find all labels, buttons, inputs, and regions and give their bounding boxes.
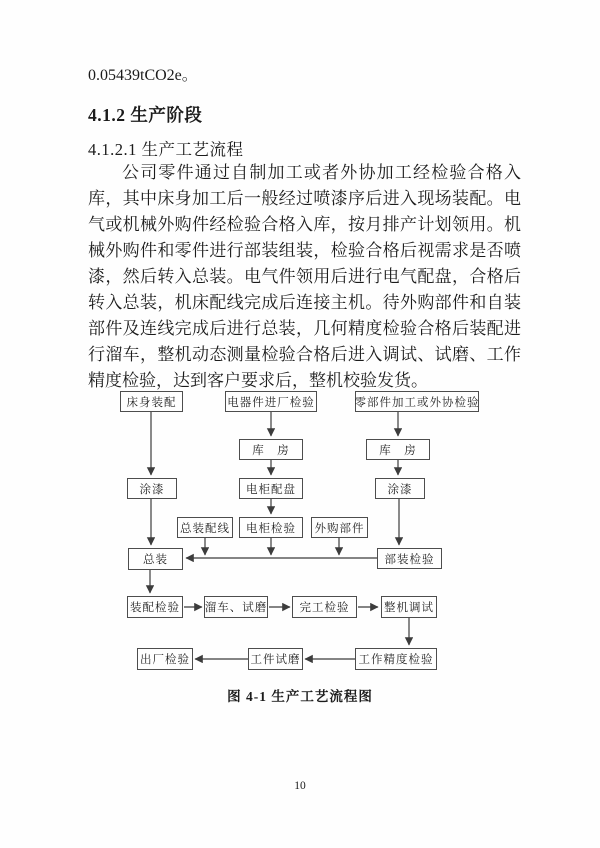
subsection-heading: 4.1.2.1 生产工艺流程	[88, 140, 244, 159]
flow-node-final-assembly: 总装	[128, 548, 183, 570]
flow-node-bed-assembly: 床身装配	[120, 391, 183, 412]
flow-node-cabinet-wiring: 电柜配盘	[239, 478, 303, 499]
flow-node-working-precision-inspection: 工作精度检验	[355, 648, 437, 670]
flow-node-purchased-parts: 外购部件	[311, 517, 368, 538]
section-heading: 4.1.2 生产阶段	[88, 105, 203, 125]
flow-node-machine-commissioning: 整机调试	[381, 596, 437, 618]
flow-node-assembly-wiring: 总装配线	[177, 517, 233, 538]
flow-node-parts-machining-inspection: 零部件加工或外协检验	[355, 391, 479, 412]
flow-node-run-in-trial-grinding: 溜车、试磨	[204, 596, 268, 618]
flow-node-cabinet-inspection: 电柜检验	[239, 517, 303, 538]
flow-node-completion-inspection: 完工检验	[292, 596, 357, 618]
flow-node-electrical-incoming-inspection: 电器件进厂检验	[225, 391, 317, 412]
page-number: 10	[294, 780, 306, 792]
flow-node-painting-left: 涂漆	[127, 478, 177, 499]
flow-node-warehouse-mid: 库 房	[239, 439, 303, 460]
figure-caption: 图 4-1 生产工艺流程图	[227, 689, 373, 704]
carry-over-text: 0.05439tCO2e。	[88, 67, 198, 84]
flow-node-warehouse-right: 库 房	[366, 439, 430, 460]
flow-node-painting-right: 涂漆	[375, 478, 425, 499]
flow-node-outgoing-inspection: 出厂检验	[137, 648, 193, 670]
body-paragraph: 公司零件通过自制加工或者外协加工经检验合格入库，其中床身加工后一般经过喷漆序后进入现场装配。电气或机械外购件经检验合格入库，按月排产计划领用。机械外购件和零件进行部装组装，检验合格后视需求是否喷漆，然后转入总装。电气件领用后进行电气配盘，合格后转入总装，机床配线完成后连接主机。待外购部件和自装部件及连线完成后进行总装，几何精度检验合格后装配进行溜车，整机动态测量检验合格后进入调试、试磨、工作精度检验，达到客户要求后，整机校验发货。	[88, 163, 521, 390]
flow-node-workpiece-trial-grinding: 工件试磨	[248, 648, 303, 670]
flow-node-assembly-inspection: 装配检验	[127, 596, 183, 618]
flow-node-subassembly-inspection: 部装检验	[377, 548, 442, 569]
